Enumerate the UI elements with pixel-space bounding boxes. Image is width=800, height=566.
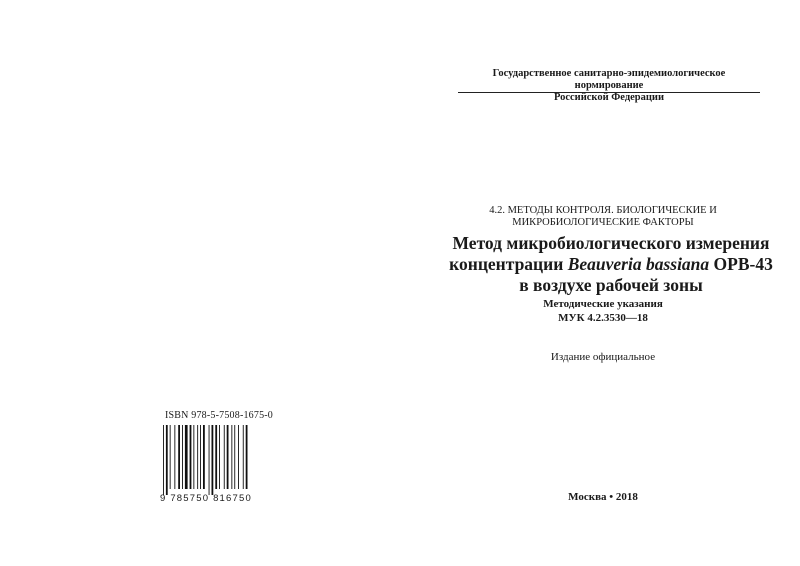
barcode-bar (178, 425, 180, 489)
document-subtitle (470, 297, 736, 325)
barcode-bar (209, 425, 210, 495)
header-rule (458, 92, 760, 93)
barcode-bar (190, 425, 192, 489)
barcode-bar (163, 425, 164, 495)
barcode-bar (170, 425, 171, 489)
place-year: Москва • 2018 (568, 491, 638, 503)
barcode-bar (234, 425, 235, 489)
barcode-bar (203, 425, 205, 489)
barcode-bar (166, 425, 168, 495)
barcode-bar (246, 425, 248, 489)
title-line-2-post: ОРВ-43 (709, 254, 773, 274)
section-heading (470, 205, 736, 229)
section-line-2: МИКРОБИОЛОГИЧЕСКИЕ ФАКТОРЫ (512, 217, 694, 228)
title-line-1: Метод микробиологического измерения (452, 233, 770, 253)
barcode-digits: 9 785750 816750 (160, 493, 252, 504)
barcode-bar (224, 425, 225, 489)
barcode-bar (238, 425, 239, 489)
barcode-bar (219, 425, 220, 489)
barcode-bar (185, 425, 188, 489)
title-line-3: в воздухе рабочей зоны (519, 275, 703, 295)
document-title (446, 233, 776, 296)
barcode-bar (215, 425, 217, 489)
edition-note: Издание официальное (550, 351, 656, 363)
subtitle-line-1: Методические указания (543, 298, 663, 310)
barcode-bars (162, 425, 250, 495)
isbn-number: ISBN 978-5-7508-1675-0 (165, 410, 274, 421)
title-line-2-pre: концентрации (449, 254, 568, 274)
subtitle-line-2: МУК 4.2.3530—18 (558, 312, 648, 324)
barcode-bar (174, 425, 175, 489)
header-line-2: Российской Федерации (553, 92, 665, 103)
title-species-name: Beauveria bassiana (567, 254, 710, 274)
barcode-bar (200, 425, 201, 489)
publisher-header (458, 68, 760, 104)
barcode-bar (197, 425, 198, 489)
barcode-bar (212, 425, 214, 495)
barcode-bar (182, 425, 183, 489)
barcode (162, 425, 250, 495)
barcode-bar (243, 425, 244, 489)
section-line-1: 4.2. МЕТОДЫ КОНТРОЛЯ. БИОЛОГИЧЕСКИЕ И (489, 205, 717, 216)
barcode-bar (193, 425, 194, 489)
barcode-bar (227, 425, 229, 489)
barcode-bar (231, 425, 232, 489)
title-line-2 (446, 254, 776, 275)
header-line-1: Государственное санитарно-эпидемиологическое нормирование (492, 68, 726, 91)
